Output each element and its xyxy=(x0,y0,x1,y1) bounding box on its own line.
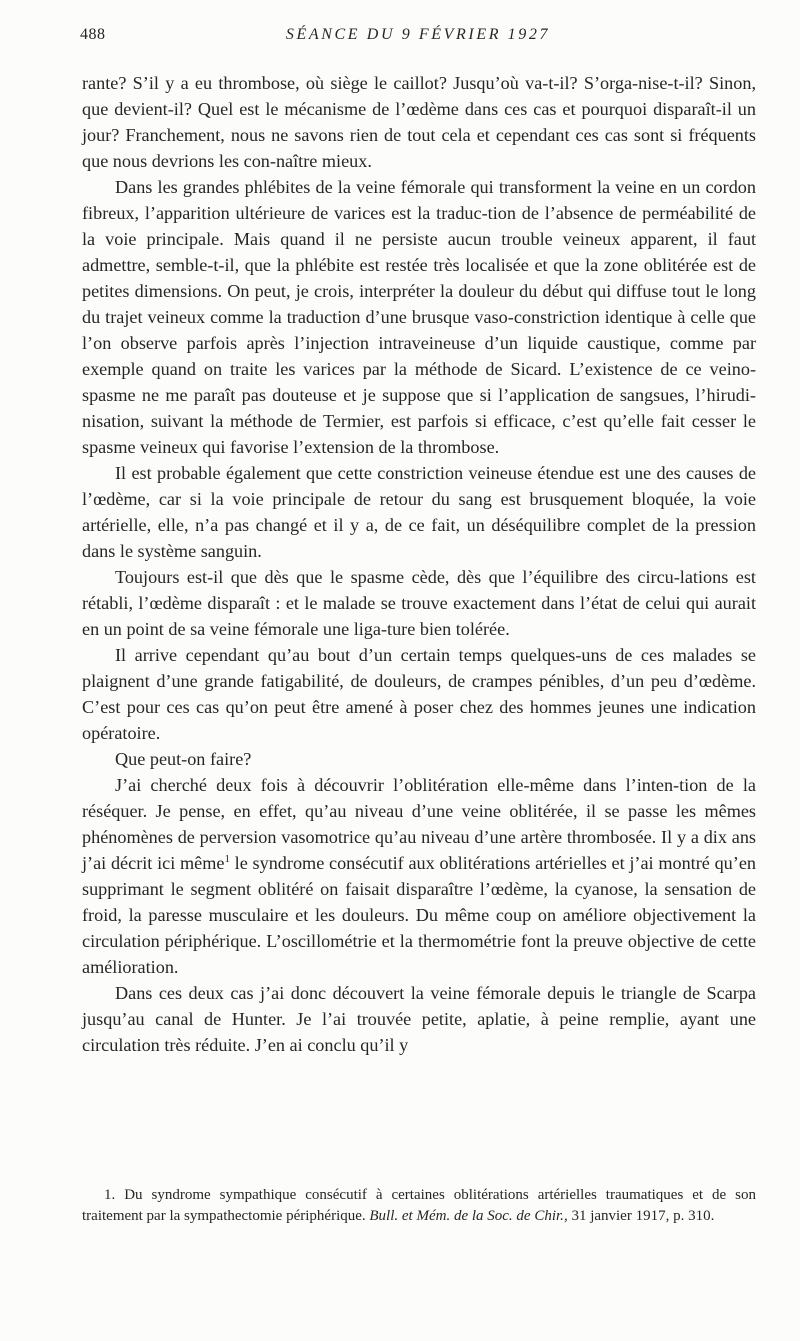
footnote-source-title: Bull. et Mém. de la Soc. de Chir. xyxy=(369,1207,564,1224)
page-header xyxy=(80,26,756,50)
paragraph: Que peut-on faire? xyxy=(115,749,252,769)
paragraph: Il arrive cependant qu’au bout d’un certain temps quelques-uns de ces malades se plaignent d’une grande fatigabilité, de douleurs, de crampes pénibles, d’un peu d’œdème. C’est pour ces cas qu’on peut être amené à poser chez des hommes jeunes une indication opératoire. xyxy=(82,645,756,743)
paragraph-with-footnote xyxy=(82,772,756,980)
footnote-date-pages: , 31 janvier 1917, p. 310. xyxy=(563,1207,715,1224)
paragraph: Il est probable également que cette constriction veineuse étendue est une des causes de l’œdème, car si la voie principale de retour du sang est brusquement bloquée, la voie artérielle, elle, n’a pas changé et il y a, de ce fait, un déséquilibre complet de la pression dans le système sanguin. xyxy=(82,463,756,561)
footnote-body: Du syndrome sympathique consécutif à certaines oblitérations artérielles traumatiques et de son traitement par la sympathectomie périphérique. xyxy=(82,1187,756,1224)
paragraph-text: le syndrome consécutif aux oblitérations artérielles et j’ai montré qu’en supprimant le segment oblitéré on faisait disparaître l’œdème, la cyanose, la sensation de froid, la paresse musculaire et les douleurs. Du même coup on améliore objectivement la circulation périphérique. L’oscillométrie et la thermométrie font la preuve objective de cette amélioration. xyxy=(82,853,756,977)
footnote xyxy=(82,1185,756,1226)
running-head: SÉANCE DU 9 FÉVRIER 1927 xyxy=(285,26,551,43)
footnote-reference: 1 xyxy=(224,852,230,865)
paragraph: Dans ces deux cas j’ai donc découvert la veine fémorale depuis le triangle de Scarpa jusqu’au canal de Hunter. Je l’ai trouvée petite, aplatie, à peine remplie, ayant une circulation très réduite. J’en ai conclu qu’il y xyxy=(82,983,756,1055)
body-text xyxy=(82,70,756,1058)
paragraph-text: J’ai cherché deux fois à découvrir l’oblitération elle-même dans l’inten-tion de la réséquer. Je pense, en effet, qu’au niveau d’une veine oblitérée, il se passe les mêmes phénomènes de perversion vasomotrice qu’au niveau d’une artère thrombosée. Il y a dix ans j’ai décrit ici même xyxy=(82,775,756,873)
paragraph-continued: rante? S’il y a eu thrombose, où siège le caillot? Jusqu’où va-t-il? S’orga-nise-t-il? Sinon, que devient-il? Quel est le mécanisme de l’œdème dans ces cas et pourquoi disparaît-il un jour? Franchement, nous ne savons rien de tout cela et cependant ces cas sont si fréquents que nous devrions les con-naître mieux. xyxy=(82,73,756,171)
paragraph: Toujours est-il que dès que le spasme cède, dès que l’équilibre des circu-lations est rétabli, l’œdème disparaît : et le malade se trouve exactement dans l’état de celui qui aurait en un point de sa veine fémorale une liga-ture bien tolérée. xyxy=(82,567,756,639)
page-number: 488 xyxy=(80,26,106,43)
paragraph: Dans les grandes phlébites de la veine fémorale qui transforment la veine en un cordon fibreux, l’apparition ultérieure de varices est la traduc-tion de l’absence de perméabilité de la voie principale. Mais quand il ne persiste aucun trouble veineux apparent, il faut admettre, semble-t-il, que la phlébite est restée très localisée et que la zone oblitérée est de petites dimensions. On peut, je crois, interpréter la douleur du début qui diffuse tout le long du trajet veineux comme la traduction d’une brusque vaso-constriction identique à celle que l’on observe parfois après l’injection intraveineuse d’un liquide caustique, comme par exemple quand on traite les varices par la méthode de Sicard. L’existence de ce veino-spasme ne me paraît pas douteuse et je suppose que si l’application de sangsues, l’hirudi-nisation, suivant la méthode de Termier, est parfois si efficace, c’est qu’elle fait cesser le spasme veineux qui favorise l’extension de la thrombose. xyxy=(82,177,756,457)
footnote-text xyxy=(82,1185,756,1226)
footnote-number: 1. xyxy=(104,1187,116,1203)
